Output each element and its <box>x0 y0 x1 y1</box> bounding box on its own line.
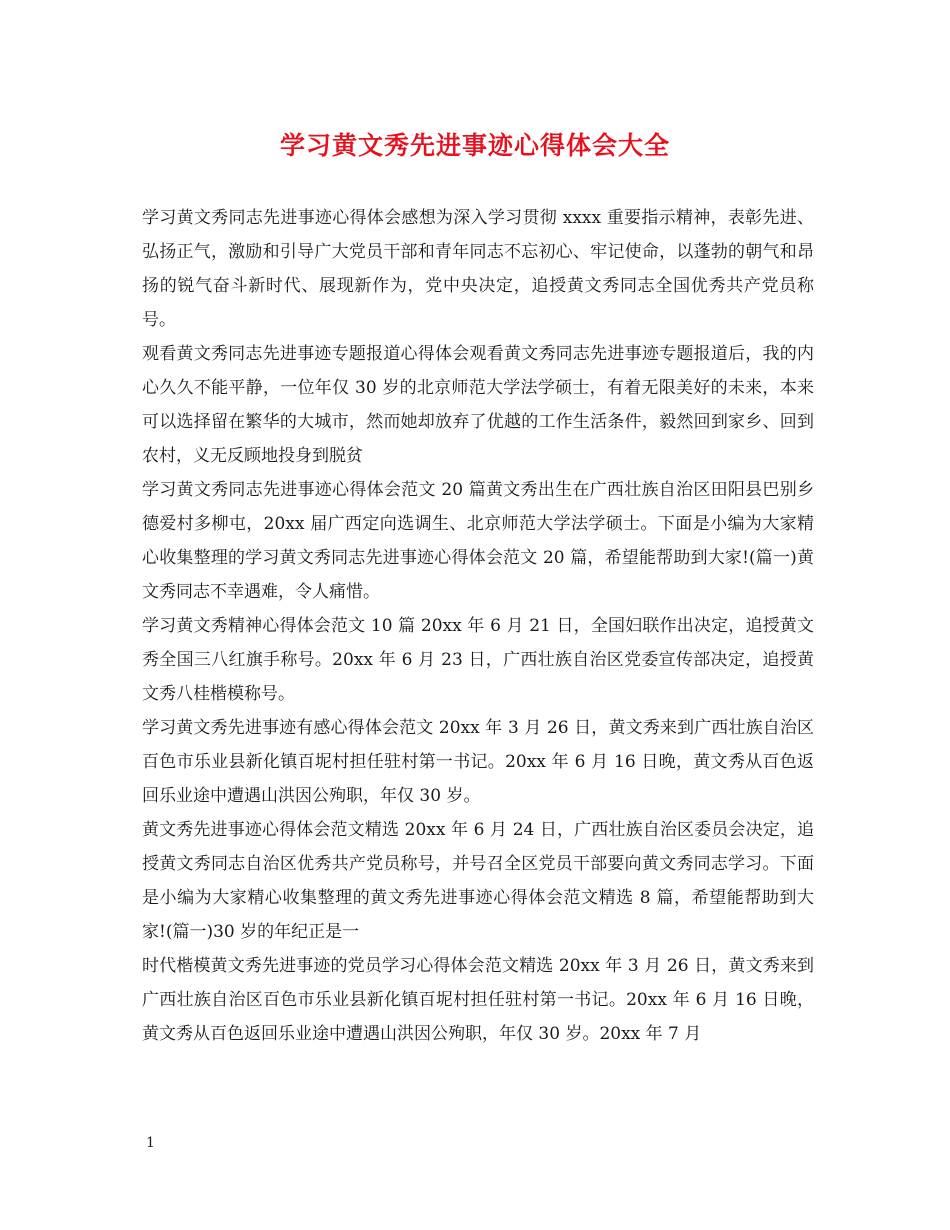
paragraph-1: 学习黄文秀同志先进事迹心得体会感想为深入学习贯彻 xxxx 重要指示精神，表彰先进、弘扬正气，激励和引导广大党员干部和青年同志不忘初心、牢记使命，以蓬勃的朝气和昂扬的锐气奋斗新时代、展现新作为，党中央决定，追授黄文秀同志全国优秀共产党员称号。 <box>142 208 814 330</box>
paragraph-5: 学习黄文秀先进事迹有感心得体会范文 20xx 年 3 月 26 日，黄文秀来到广西壮族自治区百色市乐业县新化镇百坭村担任驻村第一书记。20xx 年 6 月 16 日晚，黄文秀从百色返回乐业途中遭遇山洪因公殉职，年仅 30 岁。 <box>142 718 814 806</box>
paragraph-2: 观看黄文秀同志先进事迹专题报道心得体会观看黄文秀同志先进事迹专题报道后，我的内心久久不能平静，一位年仅 30 岁的北京师范大学法学硕士，有着无限美好的未来，本来可以选择留在繁华的大城市，然而她却放弃了优越的工作生活条件，毅然回到家乡、回到农村，义无反顾地投身到脱贫 <box>142 344 814 466</box>
paragraph-4: 学习黄文秀精神心得体会范文 10 篇 20xx 年 6 月 21 日，全国妇联作出决定，追授黄文秀全国三八红旗手称号。20xx 年 6 月 23 日，广西壮族自治区党委宣传部决定，追授黄文秀八桂楷模称号。 <box>142 616 814 704</box>
document-title: 学习黄文秀先进事迹心得体会大全 <box>279 131 670 160</box>
document-body <box>142 201 814 1051</box>
paragraph-6: 黄文秀先进事迹心得体会范文精选 20xx 年 6 月 24 日，广西壮族自治区委员会决定，追授黄文秀同志自治区优秀共产党员称号，并号召全区党员干部要向黄文秀同志学习。下面是小编为大家精心收集整理的黄文秀先进事迹心得体会范文精选 8 篇，希望能帮助到大家!(篇一)30 岁的年纪正是一 <box>142 820 814 942</box>
paragraph-7: 时代楷模黄文秀先进事迹的党员学习心得体会范文精选 20xx 年 3 月 26 日，黄文秀来到广西壮族自治区百色市乐业县新化镇百坭村担任驻村第一书记。20xx 年 6 月 16 日晚，黄文秀从百色返回乐业途中遭遇山洪因公殉职，年仅 30 岁。20xx 年 7 月 <box>142 956 814 1044</box>
paragraph-3: 学习黄文秀同志先进事迹心得体会范文 20 篇黄文秀出生在广西壮族自治区田阳县巴别乡德爱村多柳屯，20xx 届广西定向选调生、北京师范大学法学硕士。下面是小编为大家精心收集整理的学习黄文秀同志先进事迹心得体会范文 20 篇，希望能帮助到大家!(篇一)黄文秀同志不幸遇难，令人痛惜。 <box>142 480 814 602</box>
page-number: 1 <box>146 1135 155 1151</box>
